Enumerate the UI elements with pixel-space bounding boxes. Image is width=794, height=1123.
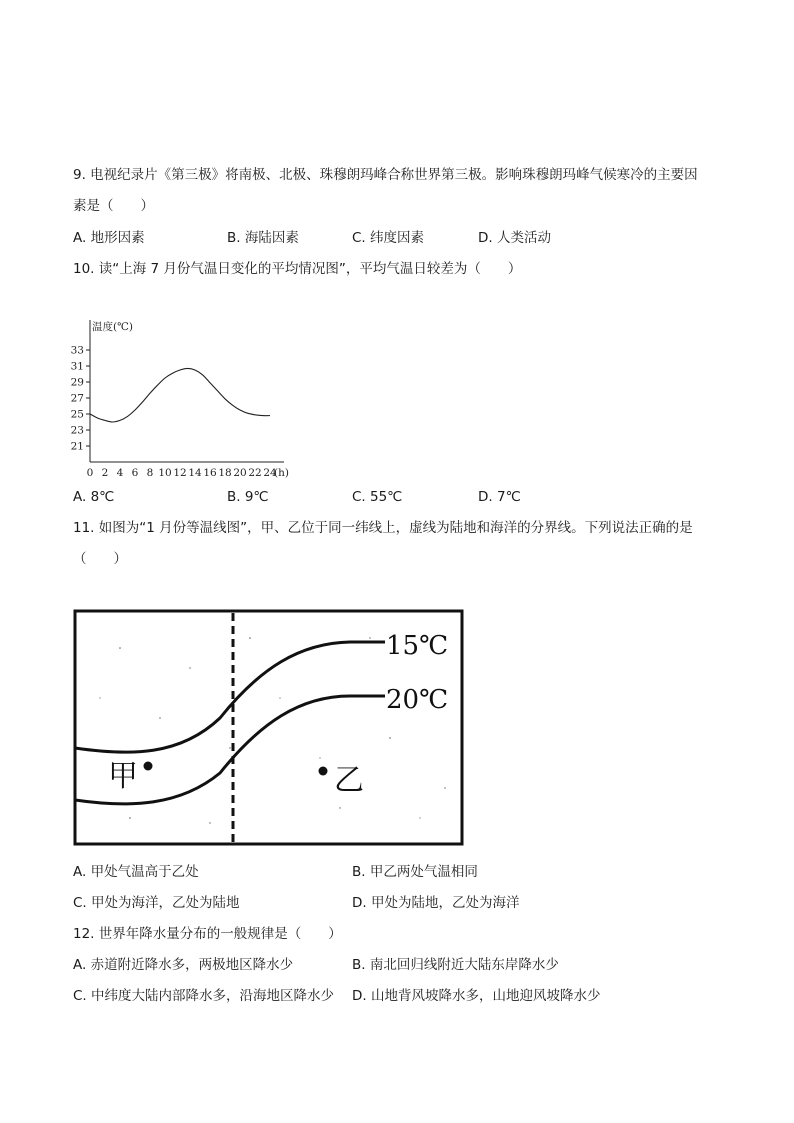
x-tick-label: 20 <box>233 467 247 479</box>
q10-option-c[interactable]: C. 55℃ <box>352 489 403 505</box>
point-yi-marker <box>319 767 328 776</box>
y-tick-label: 29 <box>70 376 84 389</box>
q11-stem-line2: （ ） <box>73 551 127 567</box>
y-tick-label: 31 <box>70 360 84 373</box>
q11-stem-line1: 11. 如图为“1 月份等温线图”，甲、乙位于同一纬线上，虚线为陆地和海洋的分界线。下列说法正确的是 <box>73 520 693 536</box>
q9-option-a[interactable]: A. 地形因素 <box>73 230 145 246</box>
q10-option-b[interactable]: B. 9℃ <box>227 489 269 505</box>
x-tick-label: 2 <box>101 467 109 479</box>
y-tick-label: 25 <box>70 408 84 421</box>
point-label-yi: 乙 <box>334 763 364 798</box>
isotherm-map <box>70 608 470 850</box>
isotherm-label-15: 15℃ <box>386 631 449 661</box>
q9-stem-line2: 素是（ ） <box>73 198 154 214</box>
series-line-temperature <box>90 368 270 422</box>
y-tick-label: 21 <box>70 440 84 453</box>
q12-option-b[interactable]: B. 南北回归线附近大陆东岸降水少 <box>352 957 559 973</box>
q9-option-c[interactable]: C. 纬度因素 <box>352 230 425 246</box>
q9-option-d[interactable]: D. 人类活动 <box>478 230 551 246</box>
q11-option-a[interactable]: A. 甲处气温高于乙处 <box>73 864 199 880</box>
point-jia-marker <box>144 762 153 771</box>
x-tick-label: 18 <box>218 467 232 479</box>
x-tick-label: 16 <box>203 467 217 479</box>
q10-option-a[interactable]: A. 8℃ <box>73 489 115 505</box>
q12-option-a[interactable]: A. 赤道附近降水多，两极地区降水少 <box>73 957 294 973</box>
q10-stem: 10. 读“上海 7 月份气温日变化的平均情况图”，平均气温日较差为（ ） <box>73 261 522 277</box>
point-label-jia: 甲 <box>108 759 138 794</box>
q12-option-d[interactable]: D. 山地背风坡降水多，山地迎风坡降水少 <box>352 988 601 1004</box>
q9-option-b[interactable]: B. 海陆因素 <box>227 230 299 246</box>
q12-stem: 12. 世界年降水量分布的一般规律是（ ） <box>73 926 342 942</box>
x-tick-label: 22 <box>248 467 262 479</box>
y-tick-label: 33 <box>70 344 84 357</box>
x-tick-label: 10 <box>158 467 172 479</box>
temperature-line-chart <box>66 312 306 482</box>
x-axis-label: (h) <box>274 467 289 479</box>
x-tick-label: 4 <box>116 467 124 479</box>
x-tick-label: 8 <box>146 467 154 479</box>
y-tick-label: 23 <box>70 424 84 437</box>
q12-option-c[interactable]: C. 中纬度大陆内部降水多，沿海地区降水少 <box>73 988 335 1004</box>
x-tick-label: 24 <box>263 467 277 479</box>
q9-stem-line1: 9. 电视纪录片《第三极》将南极、北极、珠穆朗玛峰合称世界第三极。影响珠穆朗玛峰气候寒冷的主要因 <box>73 167 698 183</box>
q11-option-c[interactable]: C. 甲处为海洋，乙处为陆地 <box>73 895 240 911</box>
q11-option-b[interactable]: B. 甲乙两处气温相同 <box>352 864 478 880</box>
x-tick-label: 6 <box>131 467 139 479</box>
x-tick-label: 0 <box>86 467 94 479</box>
q10-option-d[interactable]: D. 7℃ <box>478 489 521 505</box>
isotherm-label-20: 20℃ <box>386 685 449 715</box>
x-tick-label: 12 <box>173 467 187 479</box>
y-tick-label: 27 <box>70 392 84 405</box>
q11-option-d[interactable]: D. 甲处为陆地，乙处为海洋 <box>352 895 520 911</box>
x-tick-label: 14 <box>188 467 202 479</box>
y-axis-label: 温度(℃) <box>92 321 133 333</box>
